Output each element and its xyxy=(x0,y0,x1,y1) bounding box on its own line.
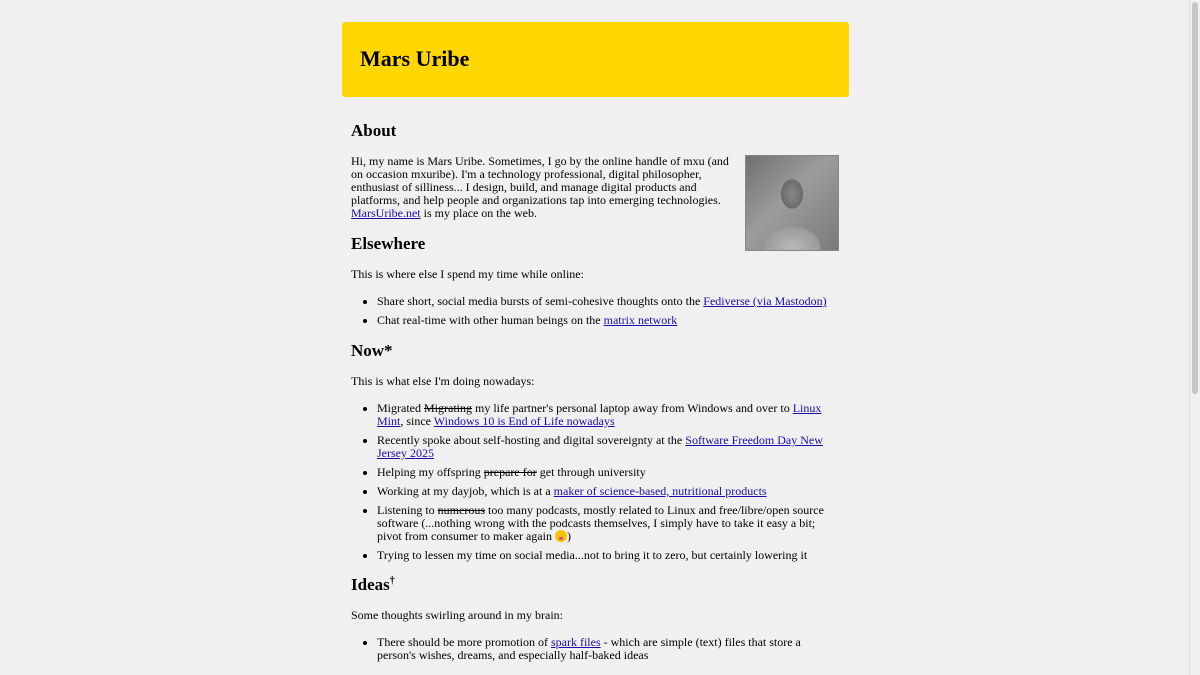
about-text-1: Hi, my name is Mars Uribe. Sometimes, I go by the online handle of mxu (and on occasion mxuribe). I'm a technology professional, digital philosopher, enthusiast of silliness... I design, build, and manage digital products and platforms, and help people and organizations tap into emerging technologies. xyxy=(351,154,729,207)
list-item-text: There should be more promotion of xyxy=(377,635,551,649)
list-item-text: ) xyxy=(566,529,571,543)
strikethrough-text: Migrating xyxy=(424,401,472,415)
list-item-text: Helping my offspring xyxy=(377,465,484,479)
list-item-text: my life partner's personal laptop away from Windows and over to xyxy=(472,401,793,415)
elsewhere-intro: This is where else I spend my time while online: xyxy=(351,267,584,281)
about-text-2: is my place on the web. xyxy=(420,206,537,220)
list-item-text: get through university xyxy=(536,465,646,479)
list-item-text: Trying to lessen my time on social media...not to bring it to zero, but certainly lowering it xyxy=(377,548,808,562)
now-list xyxy=(351,402,840,562)
about-section xyxy=(351,155,840,220)
marsuribe-link[interactable]: MarsUribe.net xyxy=(351,206,421,220)
dagger-footnote-marker: † xyxy=(389,575,395,587)
list-item-text: , since xyxy=(400,414,434,428)
list-item-text: Migrated xyxy=(377,401,424,415)
list-item-text: Chat real-time with other human beings on the xyxy=(377,313,604,327)
list-item xyxy=(377,504,840,543)
list-item-text: Listening to xyxy=(377,503,438,517)
scrollbar-thumb[interactable] xyxy=(1192,2,1198,394)
ideas-intro: Some thoughts swirling around in my brain: xyxy=(351,608,563,622)
site-title: Mars Uribe xyxy=(360,46,470,71)
about-paragraph xyxy=(351,155,741,220)
ideas-heading-text: Ideas xyxy=(351,575,390,594)
elsewhere-heading: Elsewhere xyxy=(351,234,426,253)
ideas-list xyxy=(351,636,840,662)
software-freedom-day-link[interactable]: Software Freedom Day New Jersey 2025 xyxy=(377,433,823,460)
strikethrough-text: prepare for xyxy=(483,465,537,479)
spark-files-link[interactable]: spark files xyxy=(550,635,601,649)
list-item-text: Recently spoke about self-hosting and digital sovereignty at the xyxy=(377,433,686,447)
list-item-text: - which are simple (text) files that store a person's wishes, dreams, and especially half-baked ideas xyxy=(377,635,801,662)
strikethrough-text: numerous xyxy=(437,503,485,517)
list-item xyxy=(377,314,840,327)
fediverse-link[interactable]: Fediverse (via Mastodon) xyxy=(703,294,827,308)
header-banner xyxy=(342,22,849,97)
list-item xyxy=(377,485,840,498)
list-item xyxy=(377,402,840,428)
dayjob-link[interactable]: maker of science-based, nutritional products xyxy=(553,484,767,498)
list-item xyxy=(377,466,840,479)
list-item-text: Share short, social media bursts of semi-cohesive thoughts onto the xyxy=(377,294,704,308)
now-heading: Now* xyxy=(351,341,393,360)
winking-tongue-emoji-icon xyxy=(555,530,567,542)
list-item xyxy=(377,295,840,308)
list-item xyxy=(377,434,840,460)
list-item-text: Working at my dayjob, which is at a xyxy=(377,484,554,498)
main-content xyxy=(342,121,849,662)
elsewhere-list xyxy=(351,295,840,327)
list-item-text: too many podcasts, mostly related to Linux and free/libre/open source software (...nothing wrong with the podcasts themselves, I simply have to take it easy a bit; pivot from consumer to maker again xyxy=(377,503,824,543)
windows10-eol-link[interactable]: Windows 10 is End of Life nowadays xyxy=(433,414,615,428)
ideas-heading xyxy=(351,575,840,595)
now-intro: This is what else I'm doing nowadays: xyxy=(351,374,535,388)
about-heading: About xyxy=(351,121,397,140)
matrix-link[interactable]: matrix network xyxy=(603,313,678,327)
page-container xyxy=(342,22,849,662)
linux-mint-link[interactable]: Linux Mint xyxy=(377,401,822,428)
list-item xyxy=(377,636,840,662)
list-item xyxy=(377,549,840,562)
profile-photo xyxy=(745,155,839,251)
vertical-scrollbar[interactable] xyxy=(1189,0,1200,675)
